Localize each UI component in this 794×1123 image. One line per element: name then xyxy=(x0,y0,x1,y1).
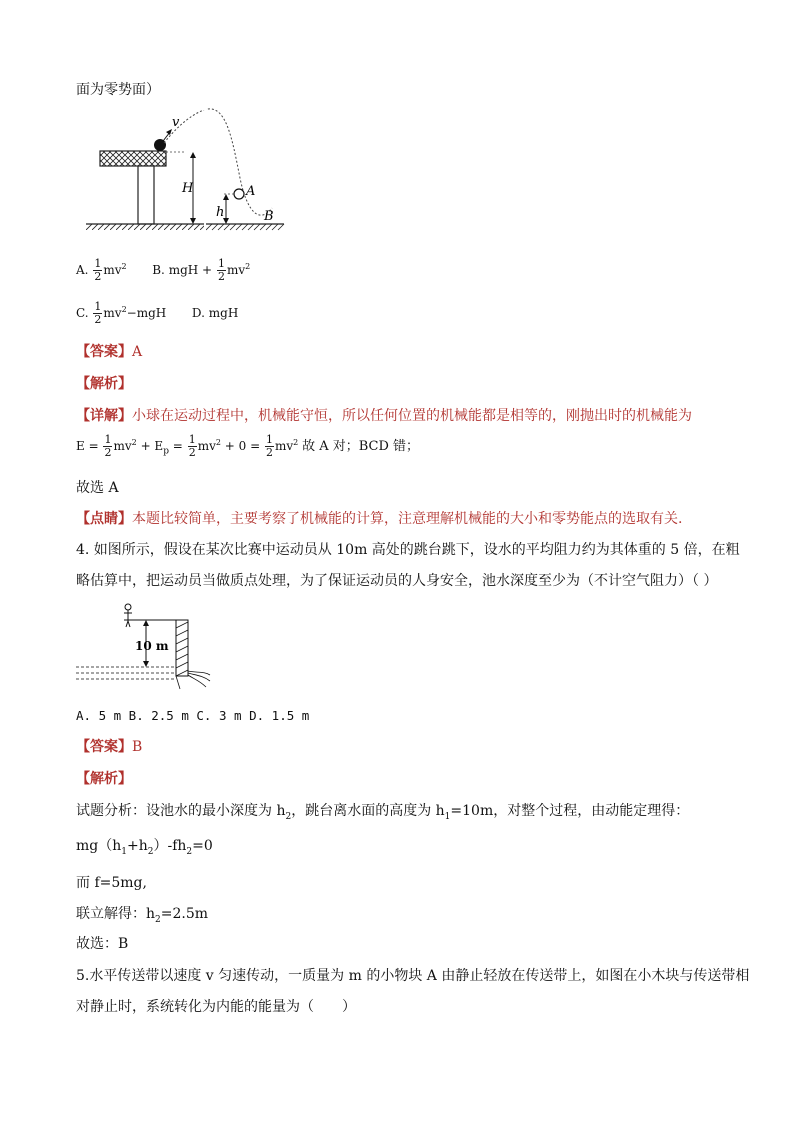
ball-A xyxy=(234,189,244,199)
label-B: B xyxy=(264,209,274,224)
height-label: 10 m xyxy=(135,639,169,653)
q4-answer: 【答案】B xyxy=(76,739,143,755)
q5-stem-line1: 5.水平传送带以速度 v 匀速传动，一质量为 m 的小物块 A 由静止轻放在传送带上，如图在小木块与传送带相 xyxy=(76,968,750,984)
fraction: $\frac{1}{2}$ xyxy=(94,257,102,283)
fraction: $\frac{1}{2}$ xyxy=(188,433,196,459)
option-A-label: A. xyxy=(76,263,89,277)
option-C-label: C. xyxy=(76,306,89,320)
pillar xyxy=(138,166,154,224)
platform xyxy=(100,151,166,166)
fraction: $\frac{1}{2}$ xyxy=(104,433,112,459)
option-row-AB: A. $\frac{1}{2}$ $mv^2$ B. mgH + $\frac{1}{2}$ $mv^2$ xyxy=(76,257,251,283)
q3-detail: 【详解】小球在运动过程中，机械能守恒，所以任何位置的机械能都是相等的，刚抛出时的机械能为 xyxy=(76,408,692,424)
ground-hatch xyxy=(86,224,204,230)
q4-analysis-line3: 而 f=5mg, xyxy=(76,875,147,891)
option-B-label: B. xyxy=(152,263,165,277)
option-D-label: D. xyxy=(191,306,205,320)
q3-analysis-tag: 【解析】 xyxy=(76,376,132,392)
q3-formula: E = $\frac{1}{2}$ $mv^2 + E_p$ = $\frac{1}{2}$ $mv^2 + 0$ = $\frac{1}{2}$ $mv^2$ 故 A 对；BCD 错； xyxy=(76,433,420,459)
q3-answer: 【答案】A xyxy=(76,344,143,360)
label-v: v xyxy=(172,115,180,130)
label-H: H xyxy=(182,181,194,196)
q5-stem-line2: 对静止时，系统转化为内能的能量为（ ） xyxy=(76,999,356,1015)
q4-stem-line1: 4. 如图所示，假设在某次比赛中运动员从 10m 高处的跳台跳下，设水的平均阻力约为其体重的 5 倍，在粗 xyxy=(76,542,740,558)
q3-comment: 【点睛】本题比较简单，主要考察了机械能的计算，注意理解机械能的大小和零势能点的选取有关. xyxy=(76,511,683,527)
projectile-figure-right xyxy=(206,108,286,235)
q4-analysis-line1: 试题分析：设池水的最小深度为 $h_2$，跳台离水面的高度为 $h_1=10m$，对整个过程，由动能定理得： xyxy=(76,803,690,822)
label-A: A xyxy=(246,184,256,199)
q4-stem-line2: 略估算中，把运动员当做质点处理，为了保证运动员的人身安全，池水深度至少为（不计空气阻力）（ ） xyxy=(76,573,718,589)
q4-options: A. 5 m B. 2.5 m C. 3 m D. 1.5 m xyxy=(76,708,310,723)
fraction: $\frac{1}{2}$ xyxy=(217,257,225,283)
q4-analysis-line2: $mg(h_1+h_2)-fh_2=0$ xyxy=(76,838,213,857)
q3-choose: 故选 A xyxy=(76,480,119,496)
diving-figure xyxy=(76,603,212,691)
label-h: h xyxy=(216,205,225,220)
projectile-figure xyxy=(86,110,206,235)
fraction: $\frac{1}{2}$ xyxy=(265,433,273,459)
q4-choose: 故选：B xyxy=(76,936,129,952)
fraction: $\frac{1}{2}$ xyxy=(94,300,102,326)
q4-analysis-line4: 联立解得：$h_2=2.5m$ xyxy=(76,906,209,925)
option-row-CD: C. $\frac{1}{2}$ $mv^2-mgH$ D. mgH xyxy=(76,300,239,326)
continued-text: 面为零势面） xyxy=(76,82,160,98)
q4-analysis-tag: 【解析】 xyxy=(76,771,132,787)
